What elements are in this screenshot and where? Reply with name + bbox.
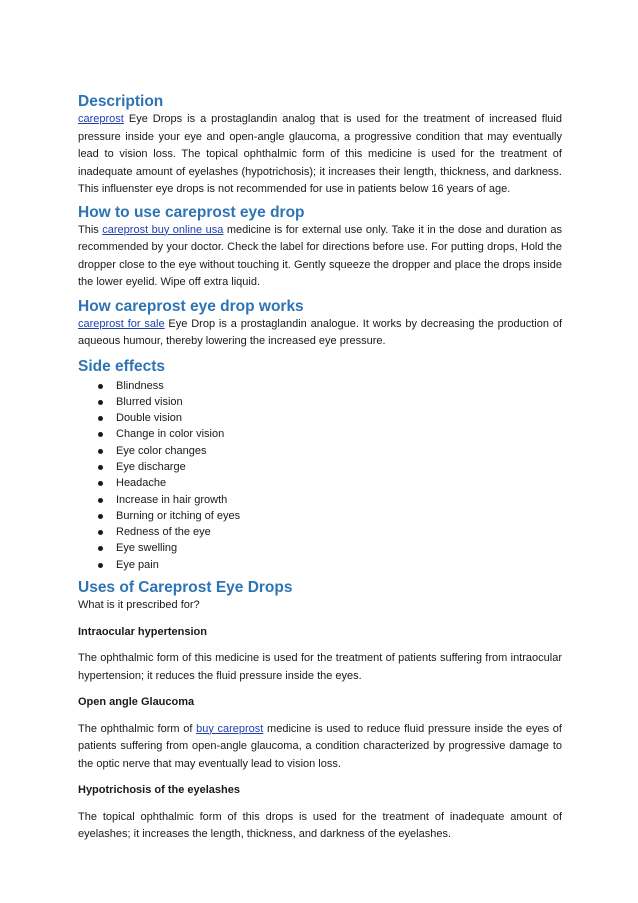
bullet-icon xyxy=(98,498,103,503)
how-works-text: Eye Drop is a prostaglandin analogue. It works by decreasing the production of aqueous humour, thereby lowering the increased eye pressure. xyxy=(78,317,562,347)
intraocular-paragraph: The ophthalmic form of this medicine is used for the treatment of patients suffering from intraocular hypertension; it reduces the fluid pressure inside the eyes. xyxy=(78,652,562,682)
bullet-icon xyxy=(98,416,103,421)
uses-question: What is it prescribed for? xyxy=(78,599,200,612)
careprost-link[interactable]: careprost xyxy=(78,113,124,125)
how-to-use-prefix: This xyxy=(78,223,103,236)
description-text: Eye Drops is a prostaglandin analog that is used for the treatment of increased fluid pressure inside your eye and open-angle glaucoma, a progressive condition that may eventually lead to vision loss. The topical ophthalmic form of this medicine is used for the treatment of inadequate amount of eyelashes (hypotrichosis); it increases their length, thickness, and darkness. This influenster eye drops is not recommended for use in patients below 16 years of age. xyxy=(78,113,562,195)
bullet-icon xyxy=(98,481,103,486)
list-item: Eye pain xyxy=(96,557,562,573)
list-item: Blurred vision xyxy=(96,394,562,410)
uses-heading: Uses of Careprost Eye Drops xyxy=(78,579,293,597)
bullet-icon xyxy=(98,546,103,551)
how-to-use-heading: How to use careprost eye drop xyxy=(78,203,305,221)
bullet-icon xyxy=(98,465,103,470)
list-item: Redness of the eye xyxy=(96,524,562,540)
hypotrichosis-title: Hypotrichosis of the eyelashes xyxy=(78,784,240,797)
list-item: Increase in hair growth xyxy=(96,492,562,508)
side-effects-heading: Side effects xyxy=(78,357,166,375)
glaucoma-prefix: The ophthalmic form of xyxy=(78,722,197,735)
bullet-icon xyxy=(98,530,103,535)
bullet-icon xyxy=(98,563,103,568)
description-paragraph xyxy=(78,111,562,199)
list-item: Burning or itching of eyes xyxy=(96,508,562,524)
list-item: Eye color changes xyxy=(96,443,562,459)
hypotrichosis-paragraph: The topical ophthalmic form of this drops is used for the treatment of inadequate amount of eyelashes; it increases the length, thickness, and darkness of the eyelashes. xyxy=(78,810,562,841)
document-page xyxy=(78,92,562,844)
description-heading: Description xyxy=(78,93,164,110)
careprost-for-sale-link[interactable]: careprost for sale xyxy=(78,317,165,330)
how-works-heading: How careprost eye drop works xyxy=(78,297,304,315)
how-to-use-text: medicine is for external use only. Take it in the dose and duration as recommended by your doctor. Check the label for directions before use. For putting drops, Hold the dropper close to the eye without touching it. Gently squeeze the dropper and place the drops inside the lower eyelid. Wipe off extra liquid. xyxy=(78,223,562,288)
list-item: Eye discharge xyxy=(96,459,562,475)
bullet-icon xyxy=(98,514,103,519)
bullet-icon xyxy=(98,432,103,437)
glaucoma-text: medicine is used to reduce fluid pressure inside the eyes of patients suffering from open-angle glaucoma, a condition characterized by progressive damage to the optic nerve that may eventually lead to vision loss. xyxy=(78,722,562,770)
glaucoma-paragraph xyxy=(78,721,562,774)
side-effects-list xyxy=(78,378,562,574)
list-item: Change in color vision xyxy=(96,426,562,442)
bullet-icon xyxy=(98,384,103,389)
list-item: Eye swelling xyxy=(96,540,562,556)
careprost-buy-online-usa-link[interactable]: careprost buy online usa xyxy=(102,223,224,236)
buy-careprost-link[interactable]: buy careprost xyxy=(196,722,264,735)
bullet-icon xyxy=(98,449,103,454)
glaucoma-title: Open angle Glaucoma xyxy=(78,696,195,709)
list-item: Blindness xyxy=(96,378,562,394)
bullet-icon xyxy=(98,400,103,405)
intraocular-title: Intraocular hypertension xyxy=(78,625,207,638)
how-works-paragraph xyxy=(78,316,562,351)
how-to-use-paragraph xyxy=(78,222,562,292)
list-item: Headache xyxy=(96,475,562,491)
list-item: Double vision xyxy=(96,410,562,426)
